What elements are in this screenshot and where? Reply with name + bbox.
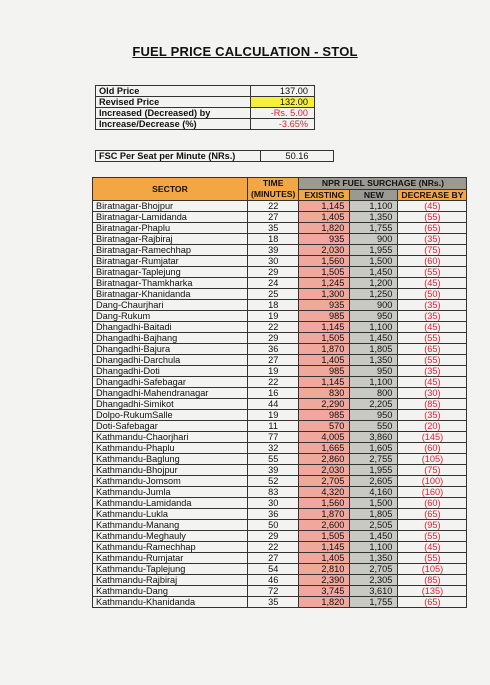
decrease-cell: (85) — [398, 575, 467, 586]
sector-cell: Kathmandu-Jomsom — [93, 476, 248, 487]
existing-cell: 4,005 — [299, 432, 350, 443]
existing-cell: 1,505 — [299, 333, 350, 344]
table-row — [93, 366, 467, 377]
table-row — [93, 553, 467, 564]
existing-cell: 2,810 — [299, 564, 350, 575]
sector-cell: Dhangadhi-Bajura — [93, 344, 248, 355]
table-row — [93, 564, 467, 575]
time-cell: 39 — [248, 245, 299, 256]
time-cell: 35 — [248, 597, 299, 608]
sector-cell: Kathmandu-Rumjatar — [93, 553, 248, 564]
decrease-cell: (60) — [398, 256, 467, 267]
price-row — [96, 108, 315, 119]
existing-cell: 1,145 — [299, 542, 350, 553]
price-value: -3.65% — [251, 119, 315, 130]
sector-cell: Kathmandu-Lukla — [93, 509, 248, 520]
new-cell: 1,200 — [350, 278, 398, 289]
sector-cell: Biratnagar-Lamidanda — [93, 212, 248, 223]
existing-cell: 1,820 — [299, 597, 350, 608]
sector-cell: Kathmandu-Phaplu — [93, 443, 248, 454]
table-row — [93, 344, 467, 355]
decrease-cell: (45) — [398, 322, 467, 333]
decrease-cell: (55) — [398, 355, 467, 366]
table-row — [93, 597, 467, 608]
time-cell: 39 — [248, 465, 299, 476]
sector-cell: Kathmandu-Manang — [93, 520, 248, 531]
existing-cell: 985 — [299, 410, 350, 421]
decrease-cell: (105) — [398, 564, 467, 575]
new-cell: 2,305 — [350, 575, 398, 586]
new-cell: 1,755 — [350, 597, 398, 608]
decrease-cell: (55) — [398, 531, 467, 542]
sector-cell: Dhangadhi-Mahendranagar — [93, 388, 248, 399]
page-title: FUEL PRICE CALCULATION - STOL — [132, 44, 358, 59]
sector-cell: Kathmandu-Dang — [93, 586, 248, 597]
existing-cell: 2,290 — [299, 399, 350, 410]
new-cell: 1,350 — [350, 355, 398, 366]
decrease-cell: (145) — [398, 432, 467, 443]
decrease-cell: (55) — [398, 333, 467, 344]
existing-cell: 1,820 — [299, 223, 350, 234]
decrease-cell: (100) — [398, 476, 467, 487]
time-cell: 46 — [248, 575, 299, 586]
new-cell: 1,605 — [350, 443, 398, 454]
sector-cell: Biratnagar-Rumjatar — [93, 256, 248, 267]
decrease-cell: (45) — [398, 542, 467, 553]
sector-cell: Kathmandu-Lamidanda — [93, 498, 248, 509]
decrease-cell: (55) — [398, 212, 467, 223]
new-cell: 1,450 — [350, 333, 398, 344]
time-cell: 19 — [248, 410, 299, 421]
price-row — [96, 119, 315, 130]
new-cell: 4,160 — [350, 487, 398, 498]
price-label: Revised Price — [96, 97, 251, 108]
sector-cell: Dolpo-RukumSalle — [93, 410, 248, 421]
sector-cell: Biratnagar-Khanidanda — [93, 289, 248, 300]
time-cell: 19 — [248, 366, 299, 377]
decrease-cell: (75) — [398, 245, 467, 256]
existing-cell: 2,030 — [299, 245, 350, 256]
table-row — [93, 289, 467, 300]
new-cell: 1,100 — [350, 542, 398, 553]
new-cell: 950 — [350, 410, 398, 421]
new-cell: 2,755 — [350, 454, 398, 465]
table-row — [93, 487, 467, 498]
new-cell: 900 — [350, 234, 398, 245]
existing-cell: 1,870 — [299, 509, 350, 520]
price-value: 132.00 — [251, 97, 315, 108]
decrease-cell: (60) — [398, 498, 467, 509]
time-cell: 55 — [248, 454, 299, 465]
table-row — [93, 355, 467, 366]
decrease-cell: (95) — [398, 520, 467, 531]
fsc-value: 50.16 — [261, 151, 334, 162]
new-cell: 3,610 — [350, 586, 398, 597]
new-cell: 1,500 — [350, 498, 398, 509]
time-cell: 11 — [248, 421, 299, 432]
new-cell: 1,100 — [350, 377, 398, 388]
sector-cell: Dang-Rukum — [93, 311, 248, 322]
time-cell: 25 — [248, 289, 299, 300]
fuel-surcharge-table — [92, 177, 467, 608]
sector-header: SECTOR — [93, 178, 248, 201]
table-row — [93, 377, 467, 388]
sector-cell: Kathmandu-Khanidanda — [93, 597, 248, 608]
new-cell: 950 — [350, 366, 398, 377]
decrease-cell: (35) — [398, 410, 467, 421]
existing-cell: 1,145 — [299, 322, 350, 333]
sector-cell: Dang-Chaurjhari — [93, 300, 248, 311]
existing-cell: 1,405 — [299, 553, 350, 564]
time-cell: 29 — [248, 333, 299, 344]
decrease-header: DECREASE BY — [398, 189, 467, 201]
new-cell: 900 — [350, 300, 398, 311]
table-row — [93, 476, 467, 487]
existing-cell: 1,145 — [299, 377, 350, 388]
new-cell: 2,705 — [350, 564, 398, 575]
time-cell: 44 — [248, 399, 299, 410]
sector-cell: Kathmandu-Ramechhap — [93, 542, 248, 553]
time-cell: 52 — [248, 476, 299, 487]
new-header: NEW — [350, 189, 398, 201]
table-row — [93, 333, 467, 344]
existing-cell: 1,560 — [299, 498, 350, 509]
sector-cell: Dhangadhi-Safebagar — [93, 377, 248, 388]
sector-cell: Dhangadhi-Bajhang — [93, 333, 248, 344]
existing-cell: 2,390 — [299, 575, 350, 586]
price-row — [96, 86, 315, 97]
time-cell: 77 — [248, 432, 299, 443]
existing-cell: 1,300 — [299, 289, 350, 300]
table-row — [93, 410, 467, 421]
decrease-cell: (135) — [398, 586, 467, 597]
time-header: TIME (MINUTES) — [248, 178, 299, 201]
existing-cell: 3,745 — [299, 586, 350, 597]
header-row-1 — [93, 178, 467, 190]
decrease-cell: (105) — [398, 454, 467, 465]
price-label: Increased (Decreased) by — [96, 108, 251, 119]
decrease-cell: (45) — [398, 201, 467, 212]
new-cell: 3,860 — [350, 432, 398, 443]
table-row — [93, 267, 467, 278]
new-cell: 800 — [350, 388, 398, 399]
table-row — [93, 586, 467, 597]
existing-cell: 2,705 — [299, 476, 350, 487]
sector-cell: Biratnagar-Phaplu — [93, 223, 248, 234]
decrease-cell: (60) — [398, 443, 467, 454]
existing-cell: 1,405 — [299, 212, 350, 223]
existing-header: EXISTING — [299, 189, 350, 201]
existing-cell: 4,320 — [299, 487, 350, 498]
sector-cell: Biratnagar-Rajbiraj — [93, 234, 248, 245]
table-row — [93, 300, 467, 311]
time-cell: 27 — [248, 553, 299, 564]
table-row — [93, 278, 467, 289]
decrease-cell: (55) — [398, 553, 467, 564]
table-row — [93, 388, 467, 399]
existing-cell: 985 — [299, 311, 350, 322]
decrease-cell: (55) — [398, 267, 467, 278]
price-label: Old Price — [96, 86, 251, 97]
decrease-cell: (85) — [398, 399, 467, 410]
sector-cell: Dhangadhi-Baitadi — [93, 322, 248, 333]
sector-cell: Kathmandu-Chaorjhari — [93, 432, 248, 443]
existing-cell: 2,860 — [299, 454, 350, 465]
time-cell: 18 — [248, 234, 299, 245]
fsc-label: FSC Per Seat per Minute (NRs.) — [96, 151, 261, 162]
table-row — [93, 421, 467, 432]
decrease-cell: (65) — [398, 597, 467, 608]
time-cell: 24 — [248, 278, 299, 289]
time-cell: 54 — [248, 564, 299, 575]
new-cell: 1,805 — [350, 344, 398, 355]
new-cell: 1,755 — [350, 223, 398, 234]
new-cell: 1,250 — [350, 289, 398, 300]
table-row — [93, 311, 467, 322]
new-cell: 1,100 — [350, 322, 398, 333]
price-row — [96, 97, 315, 108]
decrease-cell: (45) — [398, 377, 467, 388]
time-cell: 36 — [248, 509, 299, 520]
sector-cell: Biratnagar-Taplejung — [93, 267, 248, 278]
sector-cell: Biratnagar-Thamkharka — [93, 278, 248, 289]
existing-cell: 2,600 — [299, 520, 350, 531]
table-row — [93, 443, 467, 454]
time-cell: 83 — [248, 487, 299, 498]
new-cell: 1,350 — [350, 212, 398, 223]
decrease-cell: (30) — [398, 388, 467, 399]
sector-cell: Kathmandu-Baglung — [93, 454, 248, 465]
table-row — [93, 234, 467, 245]
time-cell: 19 — [248, 311, 299, 322]
decrease-cell: (65) — [398, 223, 467, 234]
new-cell: 2,505 — [350, 520, 398, 531]
table-row — [93, 223, 467, 234]
time-cell: 22 — [248, 322, 299, 333]
existing-cell: 2,030 — [299, 465, 350, 476]
existing-cell: 1,405 — [299, 355, 350, 366]
decrease-cell: (45) — [398, 278, 467, 289]
table-row — [93, 542, 467, 553]
decrease-cell: (50) — [398, 289, 467, 300]
decrease-cell: (35) — [398, 366, 467, 377]
time-cell: 16 — [248, 388, 299, 399]
price-summary-body — [96, 86, 315, 130]
table-row — [93, 454, 467, 465]
new-cell: 1,805 — [350, 509, 398, 520]
fsc-row — [96, 151, 334, 162]
decrease-cell: (75) — [398, 465, 467, 476]
existing-cell: 830 — [299, 388, 350, 399]
time-cell: 27 — [248, 212, 299, 223]
existing-cell: 935 — [299, 300, 350, 311]
table-row — [93, 531, 467, 542]
new-cell: 2,205 — [350, 399, 398, 410]
time-cell: 27 — [248, 355, 299, 366]
table-row — [93, 465, 467, 476]
table-row — [93, 201, 467, 212]
existing-cell: 1,560 — [299, 256, 350, 267]
decrease-cell: (20) — [398, 421, 467, 432]
table-row — [93, 498, 467, 509]
existing-cell: 1,145 — [299, 201, 350, 212]
sector-cell: Dhangadhi-Doti — [93, 366, 248, 377]
sector-cell: Biratnagar-Ramechhap — [93, 245, 248, 256]
time-cell: 29 — [248, 531, 299, 542]
sector-cell: Kathmandu-Meghauly — [93, 531, 248, 542]
table-row — [93, 509, 467, 520]
existing-cell: 1,665 — [299, 443, 350, 454]
time-cell: 32 — [248, 443, 299, 454]
new-cell: 1,955 — [350, 465, 398, 476]
existing-cell: 1,870 — [299, 344, 350, 355]
sector-cell: Kathmandu-Bhojpur — [93, 465, 248, 476]
table-row — [93, 212, 467, 223]
decrease-cell: (65) — [398, 344, 467, 355]
time-cell: 22 — [248, 377, 299, 388]
price-label: Increase/Decrease (%) — [96, 119, 251, 130]
table-row — [93, 322, 467, 333]
decrease-cell: (35) — [398, 300, 467, 311]
decrease-cell: (160) — [398, 487, 467, 498]
time-cell: 30 — [248, 498, 299, 509]
table-row — [93, 256, 467, 267]
existing-cell: 1,245 — [299, 278, 350, 289]
new-cell: 1,500 — [350, 256, 398, 267]
time-cell: 36 — [248, 344, 299, 355]
new-cell: 1,350 — [350, 553, 398, 564]
decrease-cell: (35) — [398, 234, 467, 245]
new-cell: 1,100 — [350, 201, 398, 212]
time-cell: 29 — [248, 267, 299, 278]
existing-cell: 935 — [299, 234, 350, 245]
time-cell: 22 — [248, 542, 299, 553]
new-cell: 1,450 — [350, 267, 398, 278]
new-cell: 1,450 — [350, 531, 398, 542]
price-summary-table — [95, 85, 315, 130]
time-cell: 50 — [248, 520, 299, 531]
existing-cell: 985 — [299, 366, 350, 377]
time-cell: 18 — [248, 300, 299, 311]
new-cell: 1,955 — [350, 245, 398, 256]
new-cell: 2,605 — [350, 476, 398, 487]
existing-cell: 570 — [299, 421, 350, 432]
table-row — [93, 520, 467, 531]
decrease-cell: (35) — [398, 311, 467, 322]
existing-cell: 1,505 — [299, 531, 350, 542]
table-row — [93, 432, 467, 443]
time-cell: 22 — [248, 201, 299, 212]
table-row — [93, 575, 467, 586]
sector-cell: Doti-Safebagar — [93, 421, 248, 432]
table-row — [93, 245, 467, 256]
sector-cell: Dhangadhi-Darchula — [93, 355, 248, 366]
sector-cell: Kathmandu-Jumla — [93, 487, 248, 498]
sector-cell: Kathmandu-Taplejung — [93, 564, 248, 575]
new-cell: 550 — [350, 421, 398, 432]
time-cell: 35 — [248, 223, 299, 234]
table-row — [93, 399, 467, 410]
existing-cell: 1,505 — [299, 267, 350, 278]
fsc-table — [95, 150, 334, 162]
time-cell: 72 — [248, 586, 299, 597]
time-cell: 30 — [248, 256, 299, 267]
sector-cell: Kathmandu-Rajbiraj — [93, 575, 248, 586]
price-value: -Rs. 5.00 — [251, 108, 315, 119]
new-cell: 950 — [350, 311, 398, 322]
table-body — [93, 201, 467, 608]
price-value: 137.00 — [251, 86, 315, 97]
sector-cell: Biratnagar-Bhojpur — [93, 201, 248, 212]
surcharge-header: NPR FUEL SURCHAGE (NRs.) — [299, 178, 467, 190]
decrease-cell: (65) — [398, 509, 467, 520]
sector-cell: Dhangadhi-Simikot — [93, 399, 248, 410]
